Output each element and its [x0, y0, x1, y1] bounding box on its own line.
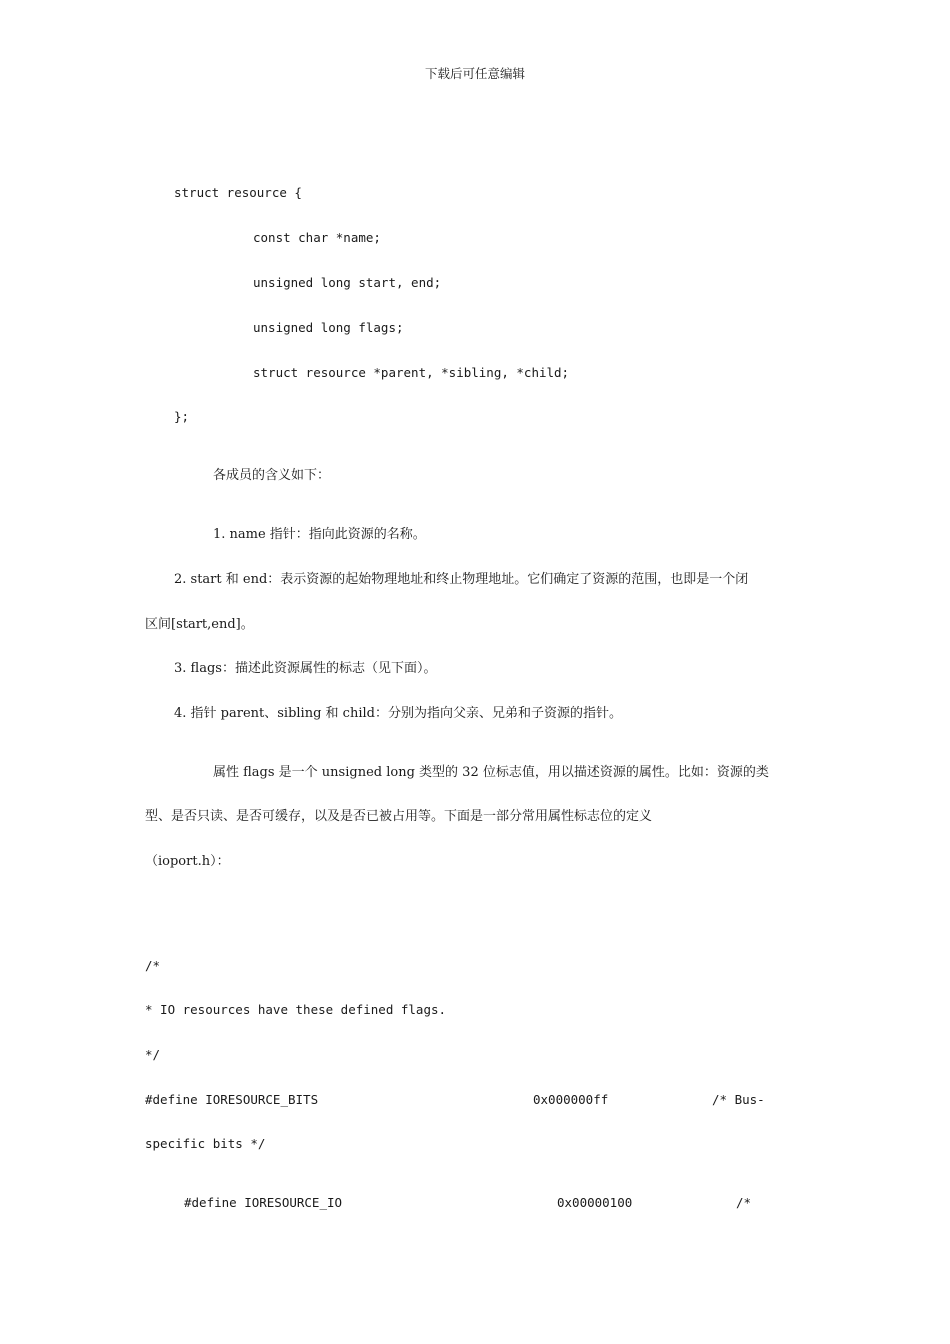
- code-comment-body: * IO resources have these defined flags.: [145, 1002, 447, 1017]
- flags-paragraph-line-3: （ioport.h）：: [145, 854, 230, 869]
- flags-paragraph-line-1: 属性 flags 是一个 unsigned long 类型的 32 位标志值，用以描述资源的属性。比如：资源的类: [213, 765, 769, 780]
- code-struct-field-start-end: unsigned long start, end;: [253, 275, 442, 290]
- code-comment-open: /*: [145, 958, 161, 973]
- code-struct-close: };: [174, 409, 190, 424]
- code-struct-field-flags: unsigned long flags;: [253, 320, 404, 335]
- define-ioresource-bits-comment-cont: specific bits */: [145, 1136, 266, 1151]
- member-item-4: 4. 指针 parent、sibling 和 child：分别为指向父亲、兄弟和子资源的指针。: [174, 706, 622, 721]
- code-struct-open: struct resource {: [174, 185, 302, 200]
- members-intro: 各成员的含义如下：: [213, 468, 331, 483]
- code-struct-field-name: const char *name;: [253, 230, 381, 245]
- member-item-3: 3. flags：描述此资源属性的标志（见下面）。: [174, 661, 437, 676]
- member-item-2-cont: 区间[start,end]。: [145, 617, 254, 632]
- code-comment-close: */: [145, 1047, 161, 1062]
- define-ioresource-bits-value: 0x000000ff: [533, 1092, 609, 1107]
- define-ioresource-bits-comment: /* Bus-: [712, 1092, 765, 1107]
- member-item-2: 2. start 和 end：表示资源的起始物理地址和终止物理地址。它们确定了资源的范围，也即是一个闭: [174, 572, 749, 587]
- define-ioresource-bits-name: #define IORESOURCE_BITS: [145, 1092, 319, 1107]
- flags-paragraph-line-2: 型、是否只读、是否可缓存，以及是否已被占用等。下面是一部分常用属性标志位的定义: [145, 809, 653, 824]
- define-ioresource-io-name: #define IORESOURCE_IO: [184, 1195, 343, 1210]
- code-struct-field-pointers: struct resource *parent, *sibling, *child;: [253, 365, 570, 380]
- define-ioresource-io-value: 0x00000100: [557, 1195, 633, 1210]
- define-ioresource-io-comment: /*: [736, 1195, 752, 1210]
- member-item-1: 1. name 指针：指向此资源的名称。: [213, 527, 426, 542]
- page-header: 下载后可任意编辑: [424, 66, 525, 81]
